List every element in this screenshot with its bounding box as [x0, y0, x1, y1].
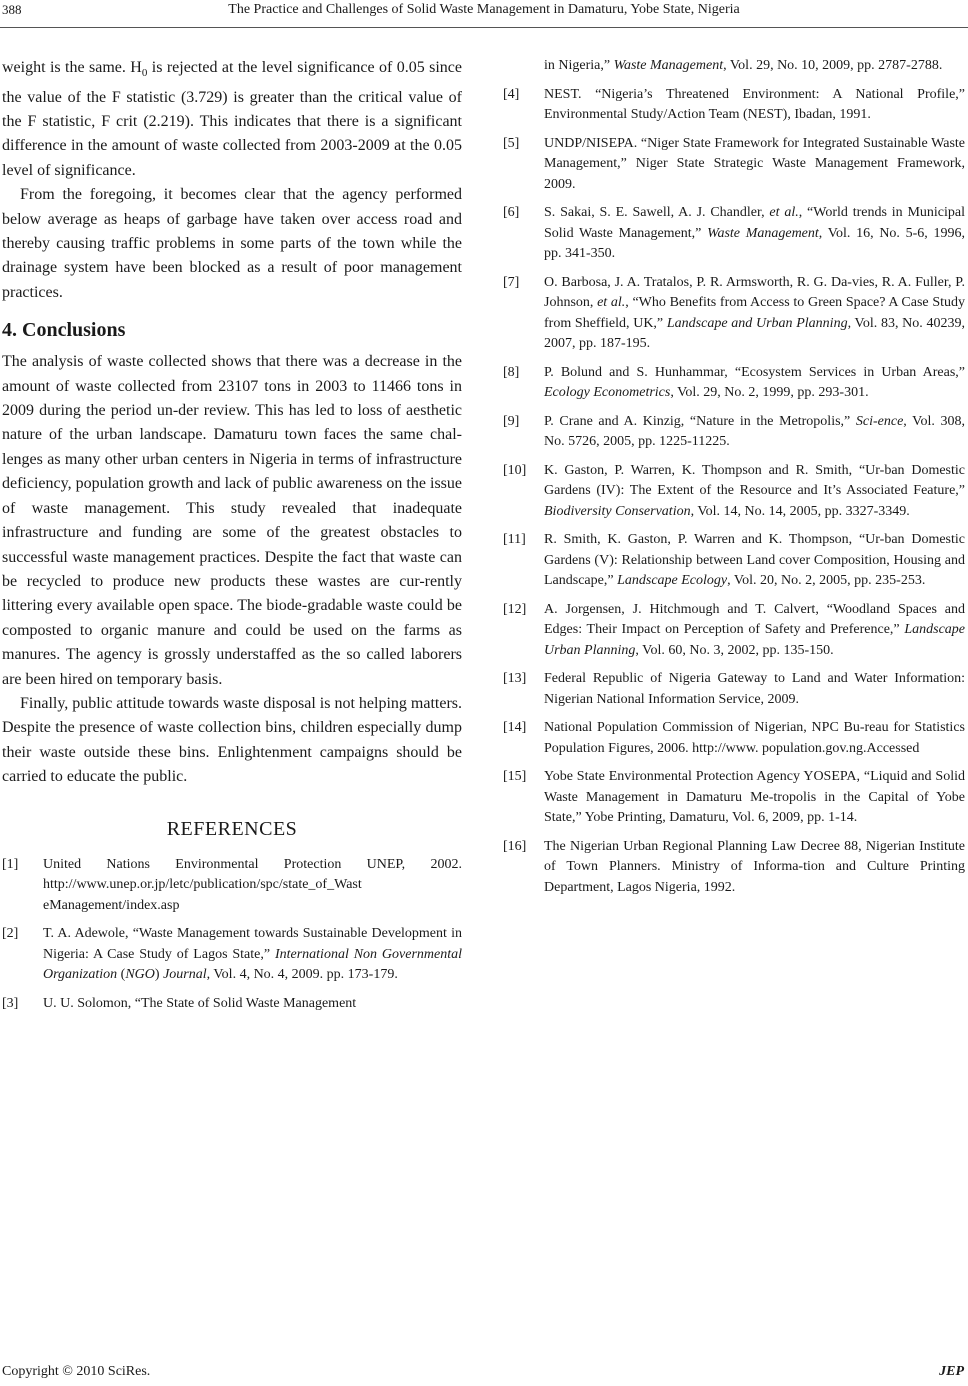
reference-6: [6] S. Sakai, S. E. Sawell, A. J. Chandler, et al., “World trends in Municipal Solid Waste Management,” Waste Management, Vol. 16, No. 5-6, 1996, pp. 341-350. [503, 205, 965, 261]
reference-11: [11] R. Smith, K. Gaston, P. Warren and K. Thompson, “Ur-ban Domestic Gardens (V): Relationship between Land cover Composition, Housing and Landscape,” Landscape Ecology, Vol. 20, No. 2, 2005, pp. 235-253. [503, 532, 965, 588]
reference-14: [14] National Population Commission of Nigerian, NPC Bu-reau for Statistics Population Figures, 2006. http://www. population.gov.ng.Accessed [503, 720, 965, 756]
reference-12: [12] A. Jorgensen, J. Hitchmough and T. Calvert, “Woodland Spaces and Edges: Their Impact on Perception of Safety and Preference,” Landscape Urban Planning, Vol. 60, No. 3, 2002, pp. 135-150. [503, 601, 965, 658]
reference-10: [10] K. Gaston, P. Warren, K. Thompson and R. Smith, “Ur-ban Domestic Gardens (IV): The Extent of the Resource and It’s Associated Feature,” Biodiversity Conservation, Vol. 14, No. 14, 2005, pp. 3327-3349. [503, 462, 965, 519]
references-heading: REFERENCES [166, 817, 298, 840]
section-heading-conclusions: 4. Conclusions [2, 319, 126, 342]
reference-1: [1] United Nations Environmental Protection UNEP, 2002. http://www.unep.or.jp/letc/publication/spc/state_of_Wast eManagement/index.asp [2, 856, 462, 913]
reference-2: [2] T. A. Adewole, “Waste Management towards Sustainable Development in Nigeria: A Case Study of Lagos State,” International Non Governmental Organization (NGO) Journal, Vol. 4, No. 4, 2009. pp. 173-179. [2, 926, 462, 983]
reference-13: [13] Federal Republic of Nigeria Gateway to Land and Water Information: Nigerian National Information Service, 2009. [503, 671, 965, 707]
paragraph-f-test: weight is the same. $H_0$ is rejected at the level significance of 0.05 since the value of the F statistic (3.729) is greater than the critical value of the F statistic, F crit (2.219). This indicates that there is a significant difference in the amount of waste collected from 2003-2009 at the 0.05 level of significance. [2, 59, 463, 179]
reference-4: [4] NEST. “Nigeria’s Threatened Environment: A National Profile,” Environmental Study/Action Team (NEST), Ibadan, 1991. [503, 86, 965, 122]
paragraph-public-attitude: Finally, public attitude towards waste disposal is not helping matters. Despite the presence of waste collection bins, children especially dump their waste outside these bins. Enlightenment campaigns should be carried to educate the public. [2, 694, 463, 786]
right-column [503, 56, 965, 906]
reference-8: [8] P. Bolund and S. Hunhammar, “Ecosystem Services in Urban Areas,” Ecology Econometrics, Vol. 29, No. 2, 1999, pp. 293-301. [503, 364, 965, 400]
reference-5: [5] UNDP/NISEPA. “Niger State Framework for Integrated Sustainable Waste Management,” Niger State Strategic Waste Management Framework, 2009. [503, 135, 965, 192]
copyright-footer: Copyright © 2010 SciRes. [2, 1364, 151, 1379]
running-title: The Practice and Challenges of Solid Waste Management in Damaturu, Yobe State, Nigeria [228, 2, 740, 17]
reference-15: [15] Yobe State Environmental Protection Agency YOSEPA, “Liquid and Solid Waste Management in Damaturu Me-tropolis in the Capital of Yobe State,” Yobe Printing, Damaturu, Vol. 6, 2009, pp. 1-14. [503, 769, 965, 825]
left-column [2, 56, 462, 1022]
reference-3-continued: in Nigeria,” Waste Management, Vol. 29, No. 10, 2009, pp. 2787-2788. [544, 58, 943, 73]
page-number: 388 [2, 2, 22, 17]
reference-16: [16] The Nigerian Urban Regional Planning Law Decree 88, Nigerian Institute of Town Planners. Ministry of Informa-tion and Culture Printing Department, Lagos Nigeria, 1992. [503, 838, 965, 895]
reference-9: [9] P. Crane and A. Kinzig, “Nature in the Metropolis,” Sci-ence, Vol. 308, No. 5726, 2005, pp. 1225-11225. [503, 413, 965, 449]
header-rule [0, 27, 968, 28]
paragraph-conclusions: The analysis of waste collected shows that there was a decrease in the amount of waste collected from 23107 tons in 2003 to 11466 tons in 2009 during the period un-der review. This has led to loss of aesthetic nature of the urban landscape. Damaturu town faces the same chal-lenges as many other urban centers in Nigeria in terms of infrastructure deficiency, population growth and lack of public awareness on the issue of waste management. This study revealed that inadequate infrastructure and funding are some of the greatest obstacles to successful waste management practices. Despite the fact that waste can be recycled to produce new products these wastes are cur-rently littering every available open space. The biode-gradable waste could be composted to organic manure and could be used on the farms as manures. The agency is grossly understaffed as the so called laborers are been hired on temporary basis. [2, 353, 462, 688]
paragraph-agency-performance: From the foregoing, it becomes clear that the agency performed below average as heaps of garbage have taken over access road and thereby causing traffic problems in some parts of the town while the drainage system have been blocked as a result of poor management practices. [2, 186, 462, 301]
journal-abbrev: JEP [939, 1364, 964, 1379]
reference-3: [3] U. U. Solomon, “The State of Solid Waste Management [2, 995, 357, 1011]
reference-7: [7] O. Barbosa, J. A. Tratalos, P. R. Armsworth, R. G. Da-vies, R. A. Fuller, P. Johnson, et al., “Who Benefits from Access to Green Space? A Case Study from Sheffield, UK,” Landscape and Urban Planning, Vol. 83, No. 40239, 2007, pp. 187-195. [503, 274, 966, 351]
